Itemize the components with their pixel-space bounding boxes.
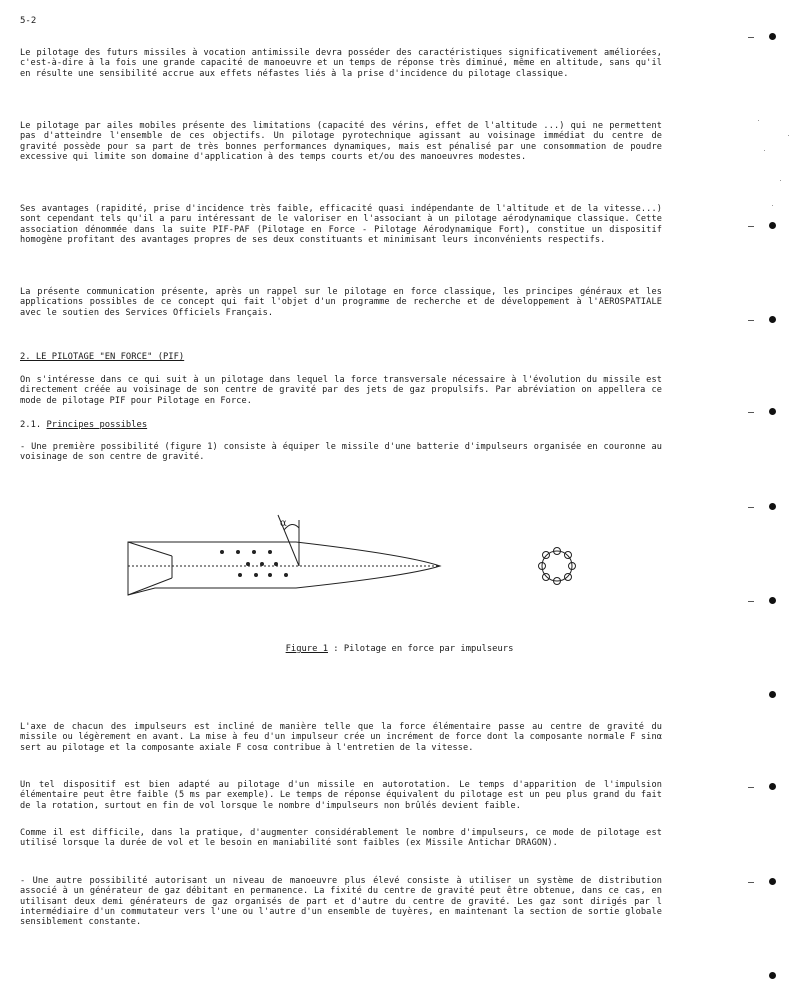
after-paragraph-4 [20,876,662,927]
margin-tick [748,507,754,508]
tail-fin-top [128,542,172,556]
section-heading: 2. LE PILOTAGE "EN FORCE" (PIF) [20,352,185,362]
after-paragraph-1 [20,722,662,753]
angle-indicator [278,515,299,566]
subsection-number: 2.1. [20,420,42,430]
margin-tick [748,601,754,602]
after-paragraph-3 [20,828,662,849]
scan-speck [758,120,759,121]
paragraph: Le pilotage des futurs missiles à vocation antimissile devra posséder des caractéristiques significativement améliorées, c'est-à-dire à la fois une grande capacité de manoeuvre et un temps de réponse très diminué, même en altitude, sans qu'il en résulte une sensibilité accrue aux effets néfastes liés à la prise d'incidence du pilotage classique. [20,48,662,79]
subsection-heading [20,420,662,431]
intro-paragraph-3 [20,204,662,245]
intro-paragraph-2 [20,121,662,162]
margin-mark [769,972,776,979]
subsection-paragraph-block [20,442,662,463]
impulser-ring [220,550,288,577]
intro-paragraph-1 [20,48,662,79]
scan-speck [788,135,789,136]
margin-mark [769,503,776,510]
margin-mark [769,408,776,415]
margin-mark [769,33,776,40]
figure-caption [0,644,799,655]
thrust-line [278,515,299,566]
figure-label: Figure 1 [285,644,328,654]
margin-tick [748,226,754,227]
margin-tick [748,37,754,38]
subsection-title: Principes possibles [46,420,148,430]
missile-outline [128,542,440,595]
paragraph: Ses avantages (rapidité, prise d'incidence très faible, efficacité quasi indépendante de l'altitude et de la vitesse...) sont cependant tels qu'il a paru intéressant de le valoriser en l'associant à un pilotage aérodynamique classique. Cette association dénommée dans la suite PIF-PAF (Pilotage en Force - Pilotage Aérodynamique Fort), constitue un dispositif homogène profitant des avantages propres de ses deux constituants et minimisant leurs inconvénients respectifs. [20,204,662,245]
margin-mark [769,783,776,790]
scan-speck [780,180,781,181]
after-paragraph-2 [20,780,662,811]
paragraph: Comme il est difficile, dans la pratique, d'augmenter considérablement le nombre d'impulseurs, ce mode de pilotage est utilisé lorsque la durée de vol et le besoin en maniabilité sont faibles (ex Missile Antichar DRAGON). [20,828,662,849]
margin-mark [769,316,776,323]
margin-tick [748,320,754,321]
tail-fin-bottom [128,578,172,595]
scan-speck [764,150,765,151]
paragraph: La présente communication présente, après un rappel sur le pilotage en force classique, les principes généraux et les applications possibles de ce concept qui fait l'objet d'un programme de recherche et de développement à l'AEROSPATIALE avec le soutien des Services Officiels Français. [20,287,662,318]
paragraph: Un tel dispositif est bien adapté au pilotage d'un missile en autorotation. Le temps d'apparition de l'impulsion élémentaire peut être faible (5 ms par exemple). Le temps de réponse équivalent du pilotage est un peu plus grand du fait de la rotation, surtout en fin de vol lorsque le nombre d'impulseurs non brûlés devient faible. [20,780,662,811]
figure-caption-text: : Pilotage en force par impulseurs [328,644,514,654]
paragraph: Le pilotage par ailes mobiles présente des limitations (capacité des vérins, effet de l'altitude ...) qui ne permettent pas d'atteindre l'ensemble de ces objectifs. Un pilotage pyrotechnique agissant au voisinage immédiat du centre de gravité possède pour sa part de très bonnes performances dynamiques, mais est pénalisé par une consommation de poudre excessive qui limite son domaine d'application à des temps courts et/ou des manoeuvres modestes. [20,121,662,162]
intro-paragraph-4 [20,287,662,318]
section-paragraph: On s'intéresse dans ce qui suit à un pilotage dans lequel la force transversale nécessaire à l'évolution du missile est directement créée au voisinage de son centre de gravité par des jets de gaz propulsifs. Par abréviation on appellera ce mode de pilotage PIF pour Pilotage en Force. [20,375,662,406]
section-paragraph-block [20,375,662,406]
scan-speck [772,205,773,206]
paragraph: - Une autre possibilité autorisant un niveau de manoeuvre plus élevé consiste à utiliser un système de distribution associé à un générateur de gaz débitant en permanence. La fixité du centre de gravité peut être obtenue, dans ce cas, en utilisant deux demi générateurs de gaz organisés de part et d'autre du centre de gravité. Les gaz sont dirigés par l intermédiaire d'un commutateur vers l'une ou l'autre d'un ensemble de tuyères, en maintenant la section de sortie globale sensiblement constante. [20,876,662,928]
margin-mark [769,222,776,229]
angle-arc [284,524,299,530]
page-number: 5-2 [20,16,37,26]
margin-tick [748,787,754,788]
angle-alpha: α [280,518,287,529]
margin-tick [748,412,754,413]
margin-mark [769,691,776,698]
section-heading-block [20,352,662,363]
subsection-paragraph: - Une première possibilité (figure 1) consiste à équiper le missile d'une batterie d'impulseurs organisée en couronne au voisinage de son centre de gravité. [20,442,662,463]
margin-tick [748,882,754,883]
margin-mark [769,597,776,604]
missile-body [128,542,440,595]
cross-section [539,548,576,585]
paragraph: L'axe de chacun des impulseurs est incliné de manière telle que la force élémentaire passe au centre de gravité du missile ou légèrement en avant. La mise à feu d'un impulseur crée un incrément de force dont la composante normale F sinα sert au pilotage et la composante axiale F cosα contribue à l'entretien de la vitesse. [20,722,662,753]
margin-mark [769,878,776,885]
